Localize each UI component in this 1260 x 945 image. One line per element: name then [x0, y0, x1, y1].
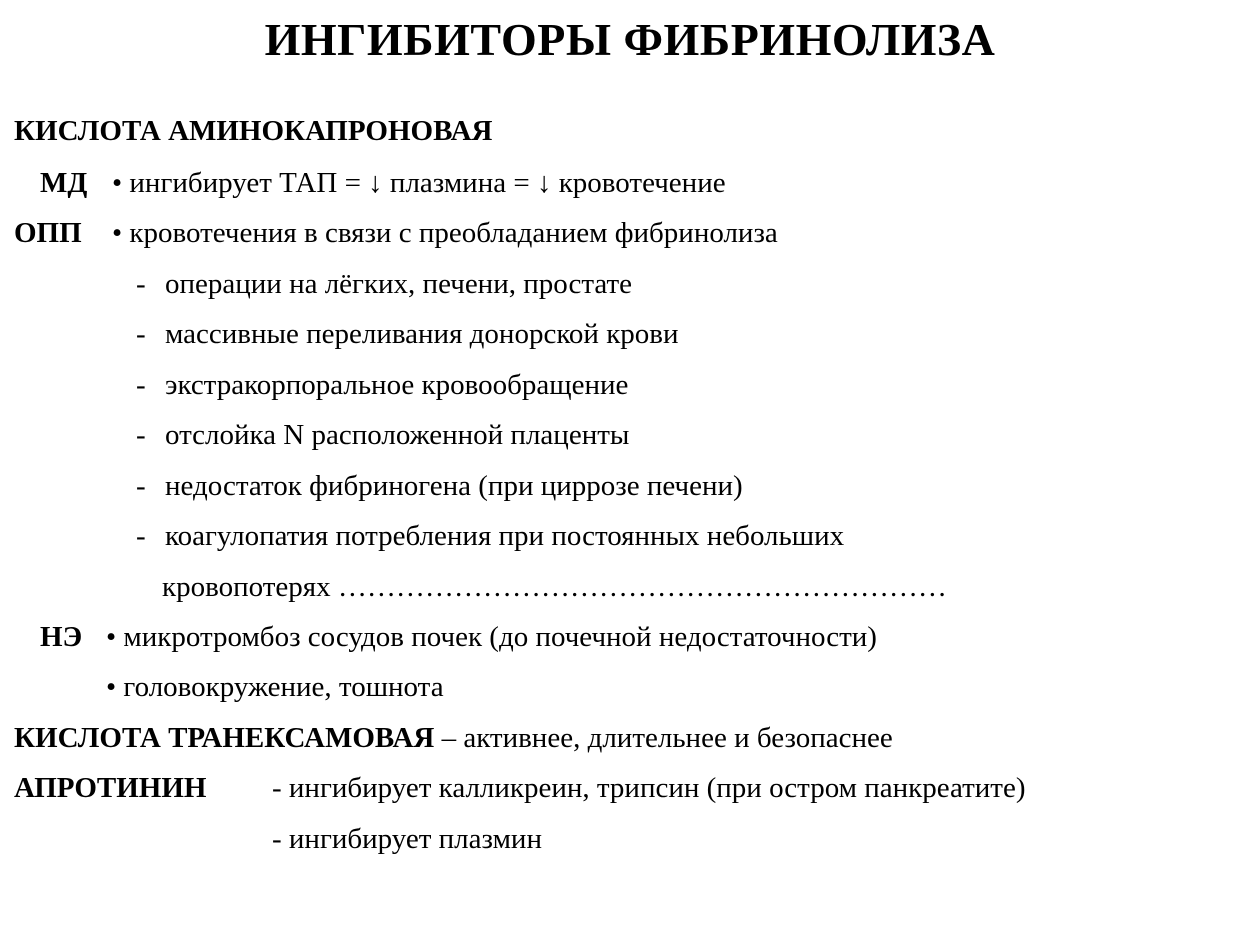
md-row: [40, 163, 726, 203]
aprotinin-row: [14, 768, 1026, 808]
list-item-continuation: кровопотерях ………………………………………………………: [162, 571, 947, 603]
tranexamic-text: – активнее, длительнее и безопаснее: [434, 722, 893, 754]
list-item: [136, 314, 679, 354]
list-item-text: операции на лёгких, печени, простате: [165, 268, 633, 300]
list-item-text: коагулопатия потребления при постоянных небольших: [165, 520, 845, 552]
slide-title: ИНГИБИТОРЫ ФИБРИНОЛИЗА: [264, 14, 996, 65]
opp-row: [14, 213, 778, 253]
drug-heading-aprotinin: АПРОТИНИН: [14, 772, 207, 804]
tranexamic-row: [14, 718, 893, 758]
list-item-text: отслойка N расположенной плаценты: [165, 419, 630, 451]
list-item: [136, 264, 632, 304]
ne-label: НЭ: [40, 621, 83, 653]
ne-row: [40, 617, 877, 657]
opp-text: • кровотечения в связи с преобладанием фибринолиза: [112, 217, 778, 249]
list-item: [136, 516, 844, 556]
list-item: [136, 415, 629, 455]
list-dash: -: [136, 520, 146, 552]
ne-text: • микротромбоз сосудов почек (до почечной недостаточности): [106, 621, 877, 653]
list-dash: -: [136, 369, 146, 401]
ne-row-2: • головокружение, тошнота: [106, 671, 444, 703]
aprotinin-text: - ингибирует калликреин, трипсин (при остром панкреатите): [272, 772, 1026, 804]
opp-label: ОПП: [14, 217, 82, 249]
list-dash: -: [136, 470, 146, 502]
list-item-text: недостаток фибриногена (при циррозе печени): [165, 470, 743, 502]
drug-heading-aminocaproic: КИСЛОТА АМИНОКАПРОНОВАЯ: [14, 115, 493, 147]
list-item: [136, 466, 743, 506]
drug-heading-tranexamic: КИСЛОТА ТРАНЕКСАМОВАЯ: [14, 722, 435, 754]
list-item-text: экстракорпоральное кровообращение: [165, 369, 629, 401]
list-dash: -: [136, 318, 146, 350]
list-dash: -: [136, 268, 146, 300]
list-item: [136, 365, 628, 405]
list-item-text: массивные переливания донорской крови: [165, 318, 679, 350]
md-text: • ингибирует ТАП = ↓ плазмина = ↓ кровотечение: [112, 167, 726, 199]
list-dash: -: [136, 419, 146, 451]
aprotinin-row-2: - ингибирует плазмин: [272, 823, 542, 855]
md-label: МД: [40, 167, 88, 199]
